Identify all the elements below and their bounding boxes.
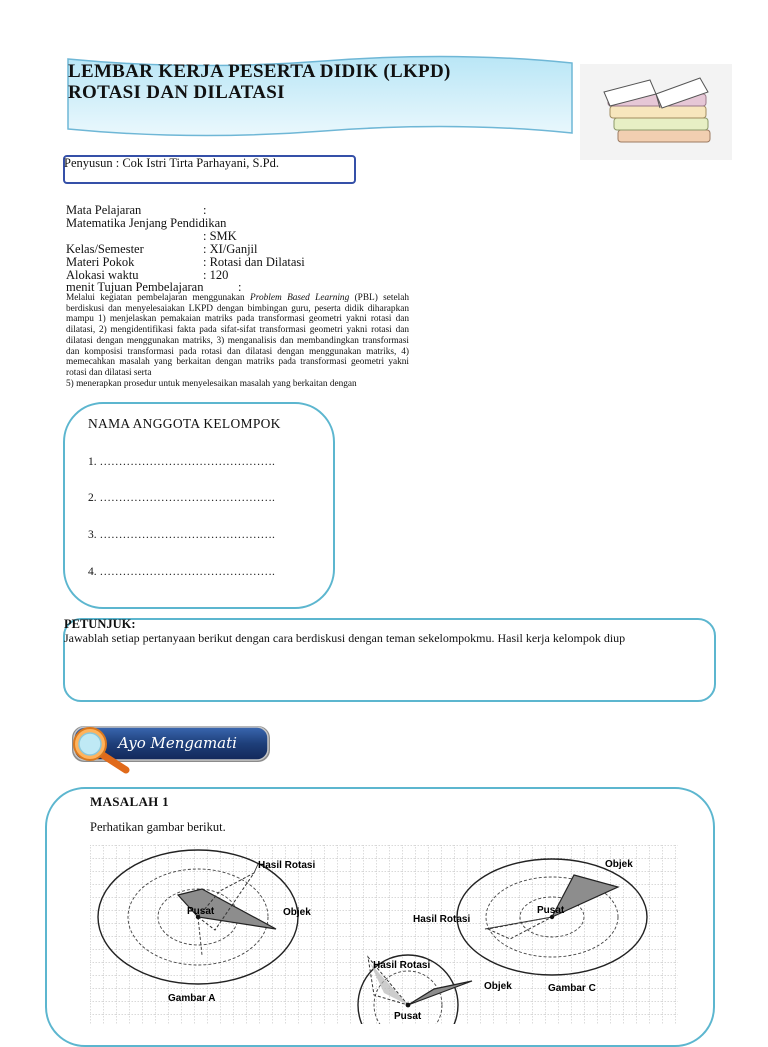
label-hasil-rotasi-a: Hasil Rotasi [258,860,316,871]
petunjuk-label: PETUNJUK: [64,617,136,631]
member-line-3[interactable]: 3. ………………………………………. [88,529,275,541]
label-pusat-b: Pusat [394,1011,422,1022]
mapel-value: Matematika Jenjang Pendidikan [66,216,227,230]
label-pusat-a: Pusat [187,906,215,917]
jenjang-value: : SMK [203,229,237,243]
label-hasil-rotasi-b: Hasil Rotasi [373,960,431,971]
kelas-label: Kelas/Semester [66,242,144,256]
group-title: NAMA ANGGOTA KELOMPOK [88,416,281,431]
mapel-label: Mata Pelajaran [66,203,142,217]
label-objek-a: Objek [283,907,311,918]
objectives-lead: Melalui kegiatan pembelajaran menggunakan [66,293,251,303]
label-pusat-c: Pusat [537,905,565,916]
materi-value: : Rotasi dan Dilatasi [203,255,305,269]
author-text: Penyusun : Cok Istri Tirta Parhayani, S.Pd. [64,156,279,170]
masalah-text: Perhatikan gambar berikut. [90,820,226,834]
member-line-4[interactable]: 4. ………………………………………. [88,566,275,578]
label-objek-b: Objek [484,981,512,992]
books-icon [580,64,732,160]
member-line-1[interactable]: 1. ………………………………………. [88,456,275,468]
mapel-colon: : [203,203,207,217]
page-title: LEMBAR KERJA PESERTA DIDIK (LKPD) [68,61,451,82]
tujuan-label: menit Tujuan Pembelajaran [66,280,204,294]
member-line-2[interactable]: 2. ………………………………………. [88,492,275,504]
ayo-mengamati-label: Ayo Mengamati [118,734,237,752]
alokasi-label: Alokasi waktu [66,268,139,282]
label-hasil-rotasi-c: Hasil Rotasi [413,914,471,925]
kelas-value: : XI/Ganjil [203,242,258,256]
alokasi-value: : 120 [203,268,229,282]
materi-label: Materi Pokok [66,255,135,269]
label-objek-c: Objek [605,859,633,870]
masalah-title: MASALAH 1 [90,794,169,809]
objectives-rest: (PBL) setelah berdiskusi dan menyelesaiakan LKPD dengan bimbingan guru, peserta didik diharapkan mampu 1) menjelaskan pemakaian matriks pada transformasi geometri yakni rotasi dan dilatasi, 2) mengidentifikasi fakta pada sifat-sifat transformasi geometri yakni rotasi dan dilatasi dengan menggunakan matriks, 3) menganalisis dan membandingkan transformasi dan komposisi transformasi pada rotasi dan dilatasi dengan menggunakan matriks, 4) memecahkan masalah yang berkaitan dengan matriks pada transformasi geometri yakni rotasi dan dilatasi serta [66,293,409,378]
rotation-figure [90,845,678,1024]
tujuan-colon: : [238,280,242,294]
label-gambar-c: Gambar C [548,983,596,994]
petunjuk-text: Jawablah setiap pertanyaan berikut dengan cara berdiskusi dengan teman sekelompokmu. Hasil kerja kelompok diup [64,631,626,645]
learning-objectives [66,293,409,397]
label-gambar-a: Gambar A [168,993,216,1004]
objectives-tail: 5) menerapkan prosedur untuk menyelesaikan masalah yang berkaitan dengan [66,378,357,389]
page-subtitle: ROTASI DAN DILATASI [68,82,285,103]
objectives-italic: Problem Based Learning [250,293,350,303]
